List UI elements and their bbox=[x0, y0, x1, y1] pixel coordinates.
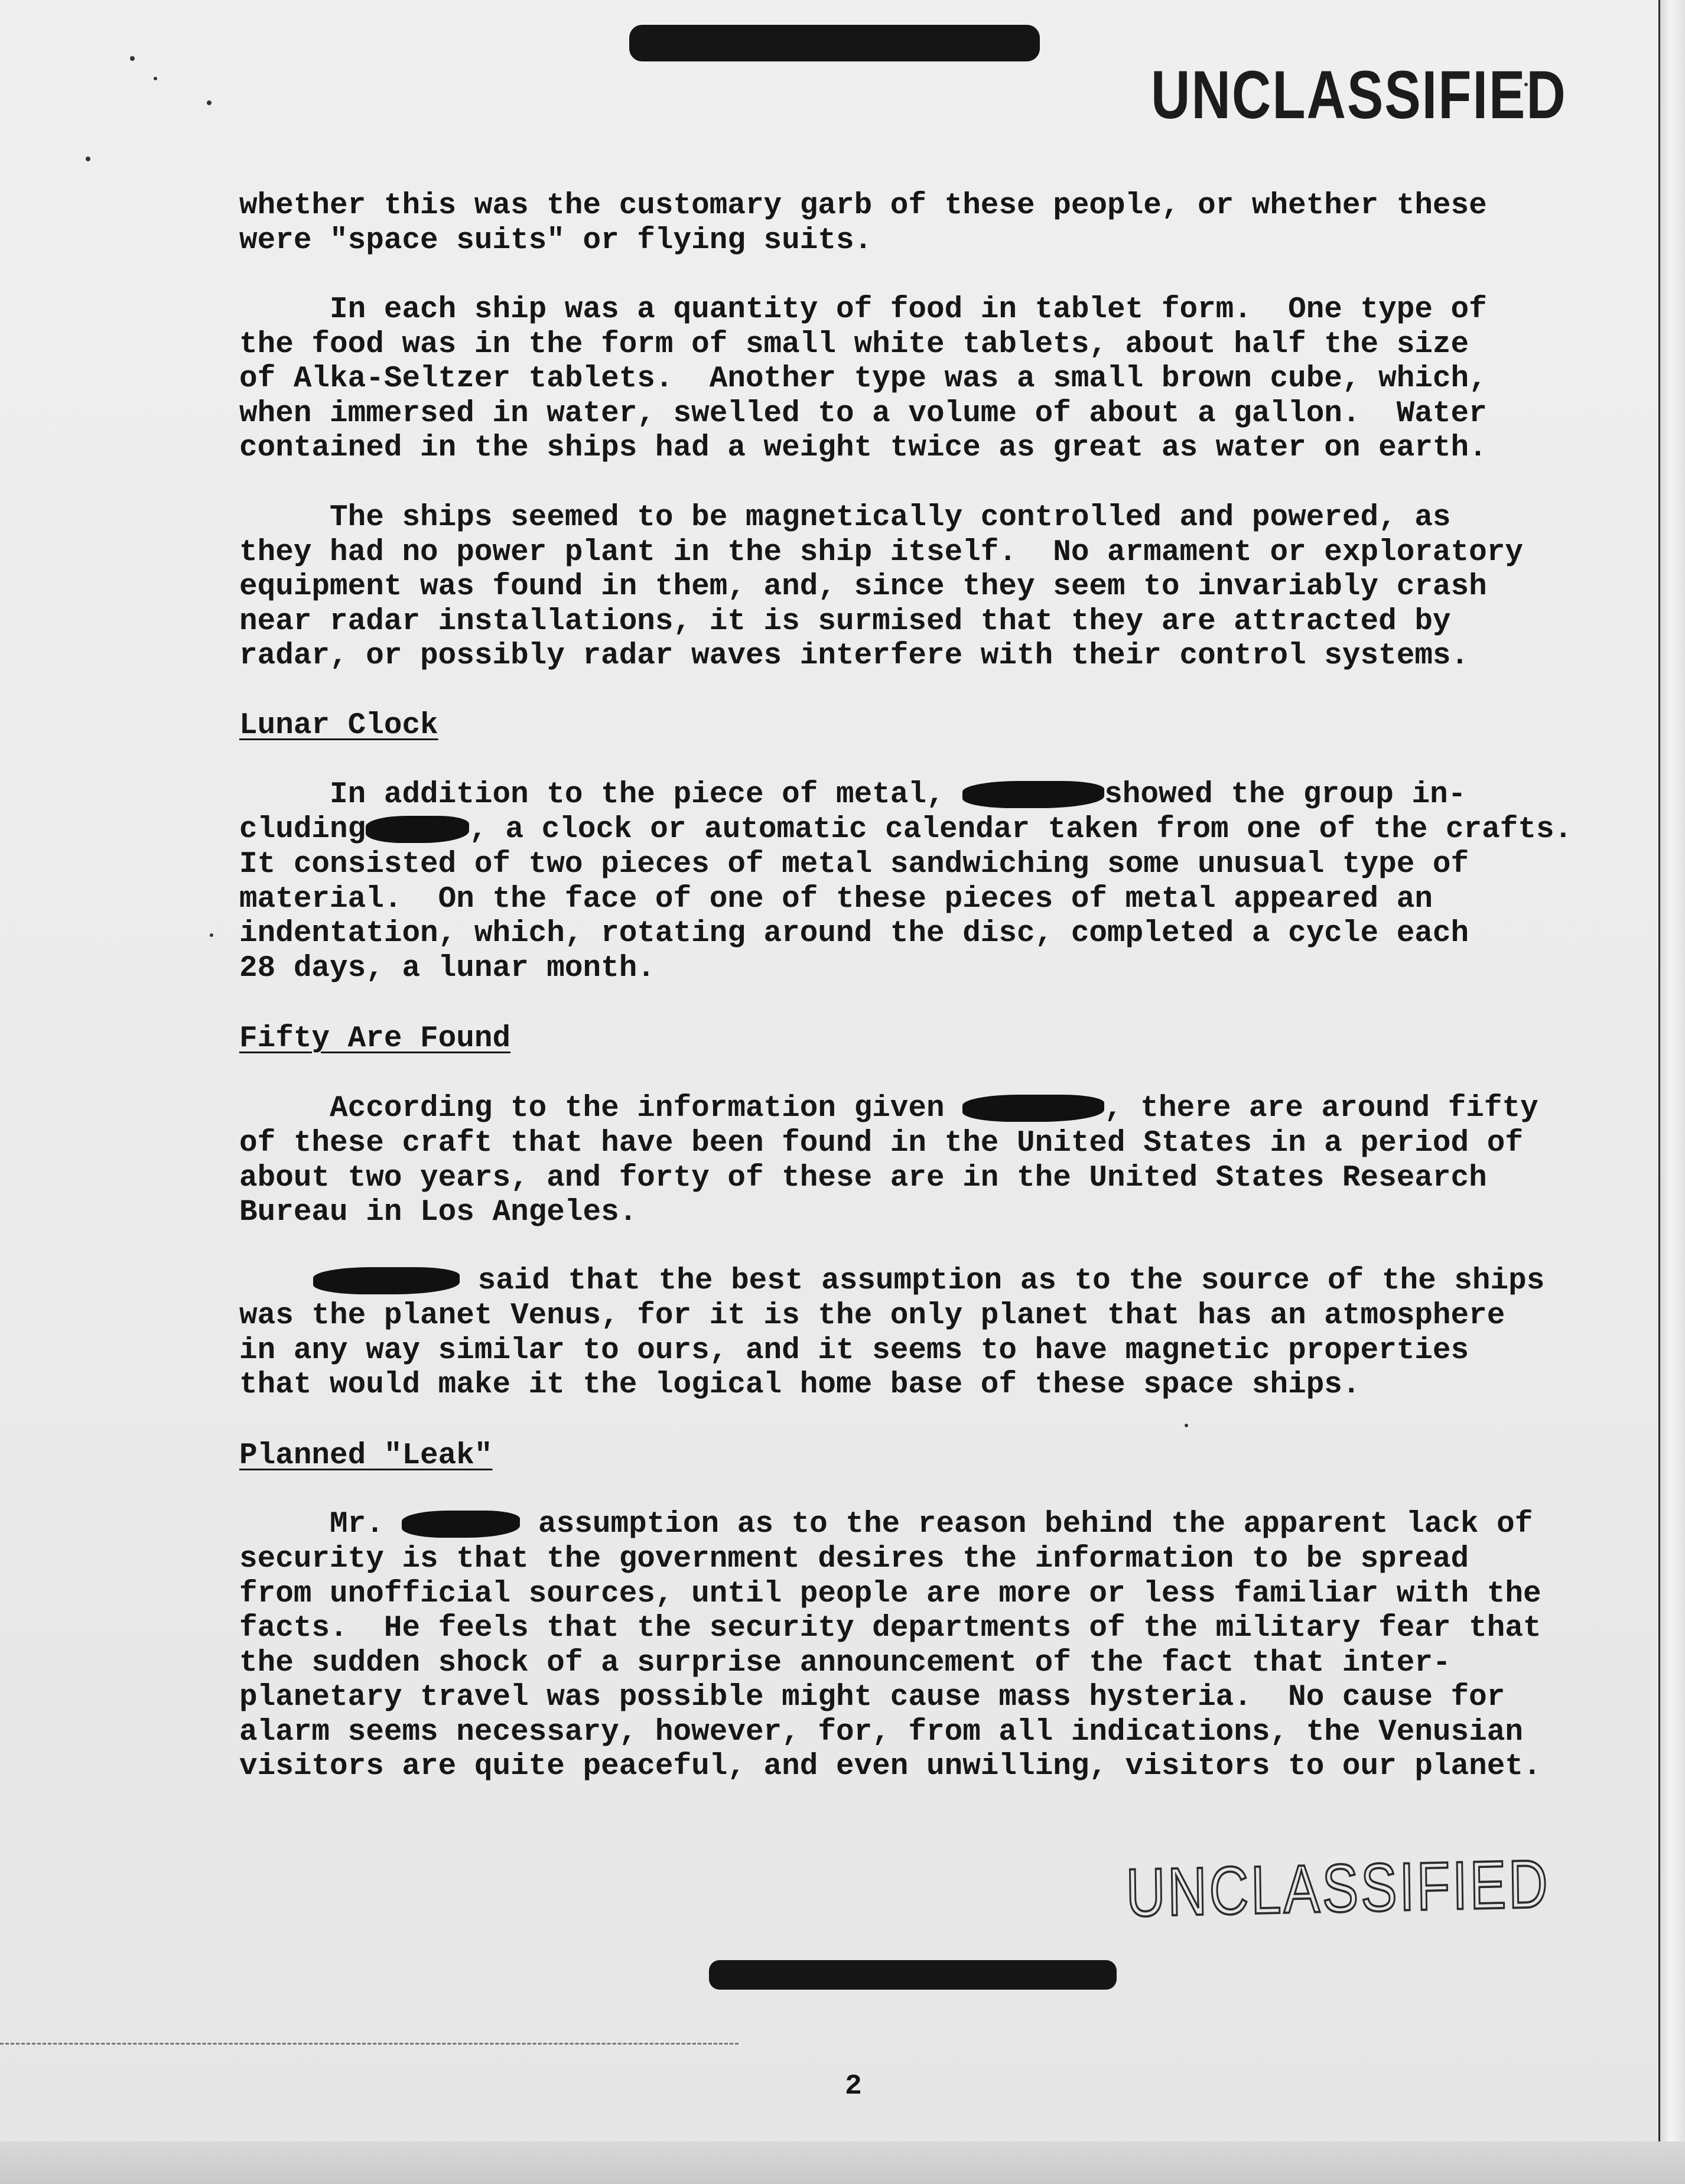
paragraph-5-line-1 bbox=[239, 1092, 1563, 1127]
scan-speck bbox=[210, 933, 213, 937]
redaction-bar-top bbox=[629, 25, 1040, 61]
paragraph-2: In each ship was a quantity of food in tablet form. One type of the food was in the form of small white tablets, about half the size of Alka-Seltzer tablets. Another type was a small brown cube, which, when immersed in water, swelled to a volume of about a gallon. Water contained in the ships had a weight twice as great as water on earth. bbox=[239, 293, 1487, 465]
paragraph-4-line-2 bbox=[239, 813, 1573, 848]
scan-speck bbox=[207, 100, 212, 105]
paragraph-7-text-b: assumption as to the reason behind the apparent lack of bbox=[520, 1508, 1533, 1541]
paragraph-4-text-c: cluding bbox=[239, 813, 366, 847]
scan-dashed-line bbox=[0, 2043, 739, 2045]
redaction-blot bbox=[313, 1267, 460, 1294]
redaction-blot bbox=[366, 816, 469, 843]
heading-planned-leak: Planned "Leak" bbox=[239, 1439, 493, 1473]
unclassified-stamp-top: UNCLASSIFIED bbox=[1151, 57, 1567, 133]
scan-speck bbox=[1185, 1424, 1188, 1427]
paragraph-4-line-1 bbox=[239, 778, 1563, 813]
page-edge bbox=[1658, 0, 1685, 2184]
paragraph-5-text-a: According to the information given bbox=[239, 1092, 963, 1125]
scan-speck bbox=[154, 77, 157, 80]
page-number: 2 bbox=[845, 2071, 862, 2102]
paragraph-7-rest: security is that the government desires the information to be spread from unofficial sources, until people are more or less familiar with the facts. He feels that the security departments of the military fear that the sudden shock of a surprise announcement of the fact that inter- planetary travel was possible might cause mass hysteria. No cause for alarm seems necessary, however, for, from all indications, the Venusian visitors are quite peaceful, and even unwilling, visitors to our planet. bbox=[239, 1542, 1541, 1783]
paragraph-4-text-b: showed the group in- bbox=[1104, 778, 1466, 812]
paragraph-4-rest: It consisted of two pieces of metal sandwiching some unusual type of material. On the face of one of these pieces of metal appeared an indentation, which, rotating around the disc, completed a cycle each 28 days, a lunar month. bbox=[239, 848, 1469, 985]
paragraph-4-text-d: , a clock or automatic calendar taken from one of the crafts. bbox=[469, 813, 1573, 847]
redaction-blot bbox=[962, 781, 1104, 808]
paragraph-6-rest: was the planet Venus, for it is the only planet that has an atmosphere in any way similar to ours, and it seems to have magnetic properties that would make it the logical home base of these space ships. bbox=[239, 1299, 1505, 1402]
paragraph-4-text-a: In addition to the piece of metal, bbox=[239, 778, 963, 812]
redaction-blot bbox=[402, 1511, 520, 1538]
paragraph-6-line-1 bbox=[313, 1264, 1637, 1299]
heading-fifty-are-found: Fifty Are Found bbox=[239, 1022, 511, 1056]
heading-lunar-clock: Lunar Clock bbox=[239, 709, 438, 743]
paragraph-5-rest: of these craft that have been found in the United States in a period of about two years, and forty of these are in the United States Research Bureau in Los Angeles. bbox=[239, 1127, 1523, 1229]
paragraph-1: whether this was the customary garb of these people, or whether these were "space suits" or flying suits. bbox=[239, 189, 1487, 258]
paragraph-6-text-a: said that the best assumption as to the source of the ships bbox=[460, 1264, 1545, 1298]
paragraph-5-text-b: , there are around fifty bbox=[1104, 1092, 1538, 1125]
scan-speck bbox=[86, 157, 90, 161]
paragraph-3: The ships seemed to be magnetically controlled and powered, as they had no power plant in the ship itself. No armament or exploratory equipment was found in them, and, since they seem to invariably crash near radar installations, it is surmised that they are attracted by radar, or possibly radar waves interfere with their control systems. bbox=[239, 501, 1523, 673]
unclassified-stamp-bottom: UNCLASSIFIED bbox=[1125, 1846, 1551, 1931]
redaction-bar-bottom bbox=[709, 1960, 1117, 1990]
scan-bottom-margin bbox=[0, 2141, 1685, 2184]
paragraph-7-text-a: Mr. bbox=[239, 1508, 402, 1541]
paragraph-7-line-1 bbox=[239, 1508, 1563, 1542]
scan-speck bbox=[130, 56, 135, 61]
redaction-blot bbox=[962, 1095, 1104, 1122]
